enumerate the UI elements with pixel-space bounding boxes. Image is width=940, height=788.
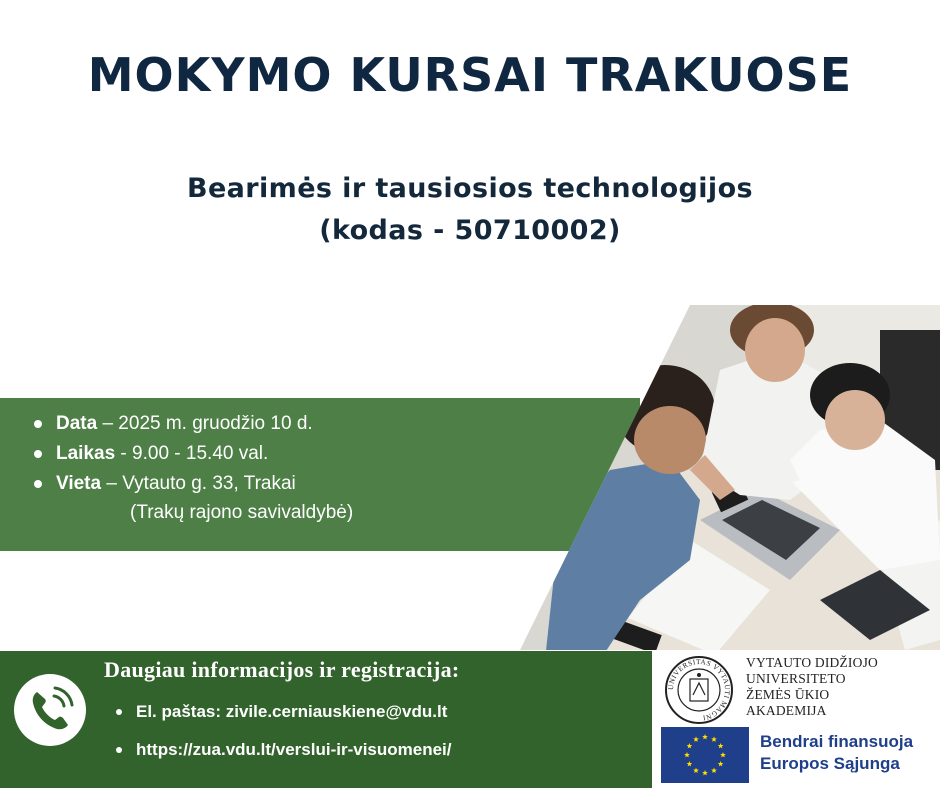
date-value: – 2025 m. gruodžio 10 d. [97, 413, 313, 434]
date-label: Data [56, 413, 98, 434]
place-label: Vieta [56, 473, 102, 494]
university-name [746, 655, 878, 719]
url-text[interactable]: https://zua.vdu.lt/verslui-ir-visuomenei/ [136, 740, 452, 759]
contact-title: Daugiau informacijos ir registracija: [104, 657, 460, 682]
seal-text: UNIVERSITAS VYTAUTI MAGNI [666, 657, 732, 722]
university-line2: UNIVERSITETO [746, 671, 846, 686]
time-label: Laikas [56, 443, 116, 464]
contact-email[interactable] [116, 700, 452, 738]
contact-list [116, 700, 452, 776]
course-name: Bearimės ir tausiosios technologijos [186, 173, 753, 204]
phone-circle [14, 674, 86, 746]
eu-line2: Europos Sąjunga [760, 754, 900, 773]
email-text[interactable]: El. paštas: zivile.cerniauskiene@vdu.lt [136, 702, 448, 721]
place-extra: (Trakų rajono savivaldybė) [130, 502, 354, 523]
place-value: – Vytauto g. 33, Trakai [101, 473, 296, 494]
time-value: - 9.00 - 15.40 val. [115, 443, 269, 464]
bullet-icon [116, 709, 122, 715]
page-title: MOKYMO KURSAI TRAKUOSE [87, 48, 853, 102]
university-seal-icon [664, 655, 734, 725]
university-line1: VYTAUTO DIDŽIOJO [746, 655, 878, 670]
eu-flag-icon [661, 727, 749, 783]
university-line3: ŽEMĖS ŪKIO [746, 687, 830, 702]
bullet-icon [116, 747, 122, 753]
eu-line1: Bendrai finansuoja [760, 732, 914, 751]
eu-funding [760, 731, 913, 775]
phone-icon [14, 674, 86, 746]
contact-url[interactable] [116, 738, 452, 776]
university-line4: AKADEMIJA [746, 703, 827, 718]
course-code: (kodas - 50710002) [319, 215, 621, 246]
